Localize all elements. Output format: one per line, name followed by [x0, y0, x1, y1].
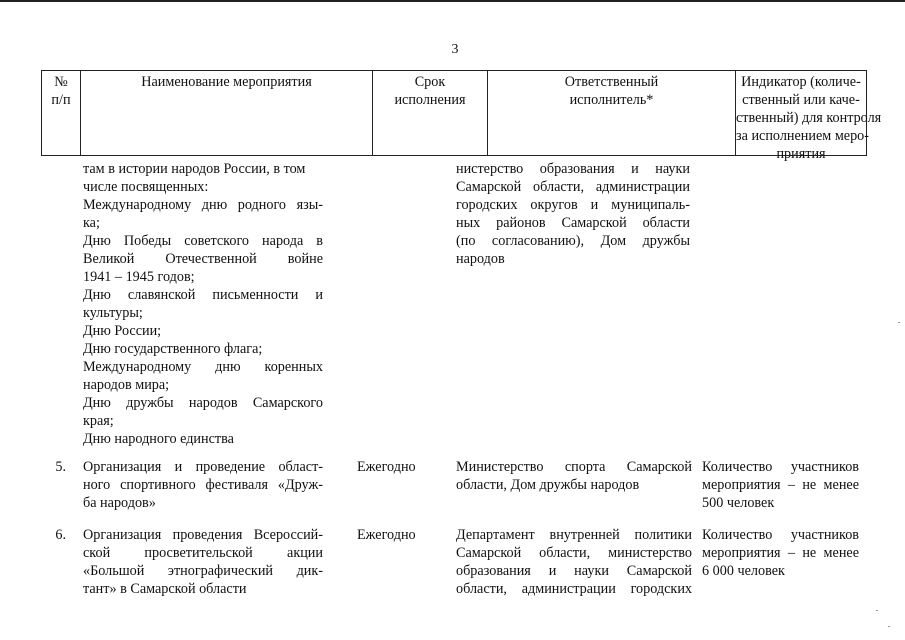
header-col-responsible-line: исполнитель*	[569, 92, 654, 108]
header-col-number	[42, 71, 80, 157]
text-line: Самарской области, администрации	[456, 179, 690, 195]
header-col-indicator	[736, 71, 882, 162]
scan-speck	[888, 626, 890, 627]
text-line: Дню Победы советского народа в	[83, 233, 323, 249]
row-1-responsible	[456, 160, 690, 268]
text-line: народов	[456, 251, 505, 267]
text-line: области, Дом дружбы народов	[456, 477, 640, 493]
text-line: (по согласованию), Дом дружбы	[456, 233, 690, 249]
top-border-line	[0, 0, 905, 2]
header-col-indicator-line: приятия	[776, 146, 826, 162]
text-line: Организация проведения Всероссий-	[83, 527, 323, 543]
row-6-number: 6.	[55, 527, 66, 543]
row-5-number: 5.	[55, 459, 66, 475]
header-col-term-line: исполнения	[394, 92, 466, 108]
text-line: ного спортивного фестиваля «Друж-	[83, 477, 323, 493]
header-col-name	[81, 71, 372, 157]
header-col-name-line: Наименование мероприятия	[141, 74, 312, 90]
row-5-term: Ежегодно	[357, 459, 416, 475]
text-line: Количество участников	[702, 459, 859, 475]
text-line: народов мира;	[83, 377, 170, 393]
text-line: Дню славянской письменности и	[83, 287, 323, 303]
text-line: Департамент внутренней политики	[456, 527, 692, 543]
text-line: 500 человек	[702, 495, 775, 511]
text-line: мероприятия – не менее	[702, 477, 859, 493]
scan-speck	[898, 322, 900, 323]
text-line: «Большой этнографический дик-	[83, 563, 323, 579]
text-line: Организация и проведение област-	[83, 459, 323, 475]
row-1-name	[83, 160, 323, 448]
text-line: Дню народного единства	[83, 431, 234, 447]
text-line: ка;	[83, 215, 100, 231]
scan-speck	[876, 610, 878, 611]
header-col-indicator-line: Индикатор (количе-	[741, 74, 861, 90]
header-col-number-line: п/п	[51, 92, 71, 108]
text-line: культуры;	[83, 305, 143, 321]
row-6-responsible	[456, 526, 692, 598]
header-col-responsible	[488, 71, 735, 157]
text-line: Самарской области, министерство	[456, 545, 692, 561]
row-5-indicator	[702, 458, 859, 512]
header-col-indicator-line: ственный или каче-	[742, 92, 860, 108]
text-line: тант» в Самарской области	[83, 581, 247, 597]
text-line: Дню дружбы народов Самарского	[83, 395, 323, 411]
text-line: ных районов Самарской области	[456, 215, 690, 231]
text-line: края;	[83, 413, 114, 429]
text-line: нистерство образования и науки	[456, 161, 690, 177]
header-col-term	[373, 71, 487, 157]
text-line: Дню России;	[83, 323, 162, 339]
text-line: городских округов и муниципаль-	[456, 197, 690, 213]
text-line: там в истории народов России, в том	[83, 161, 306, 177]
row-6-name	[83, 526, 323, 598]
header-col-responsible-line: Ответственный	[564, 74, 659, 90]
row-5-responsible	[456, 458, 692, 494]
text-line: Дню государственного флага;	[83, 341, 263, 357]
text-line: 6 000 человек	[702, 563, 785, 579]
text-line: образования и науки Самарской	[456, 563, 692, 579]
text-line: области, администрации городских	[456, 581, 692, 597]
text-line: Международному дню коренных	[83, 359, 323, 375]
header-col-term-line: Срок	[414, 74, 446, 90]
text-line: Международному дню родного язы-	[83, 197, 323, 213]
text-line: Количество участников	[702, 527, 859, 543]
page-number: 3	[451, 42, 459, 57]
text-line: ба народов»	[83, 495, 156, 511]
text-line: Министерство спорта Самарской	[456, 459, 692, 475]
text-line: мероприятия – не менее	[702, 545, 859, 561]
text-line: ской просветительской акции	[83, 545, 323, 561]
text-line: 1941 – 1945 годов;	[83, 269, 195, 285]
row-6-indicator	[702, 526, 859, 580]
header-col-indicator-line: за исполнением меро-	[736, 128, 870, 144]
text-line: числе посвященных:	[83, 179, 209, 195]
row-6-term: Ежегодно	[357, 527, 416, 543]
header-col-indicator-line: ственный) для контроля	[736, 110, 882, 126]
header-col-number-line: №	[54, 74, 68, 90]
table-header	[41, 70, 882, 162]
row-5-name	[83, 458, 323, 512]
text-line: Великой Отечественной войне	[83, 251, 323, 267]
